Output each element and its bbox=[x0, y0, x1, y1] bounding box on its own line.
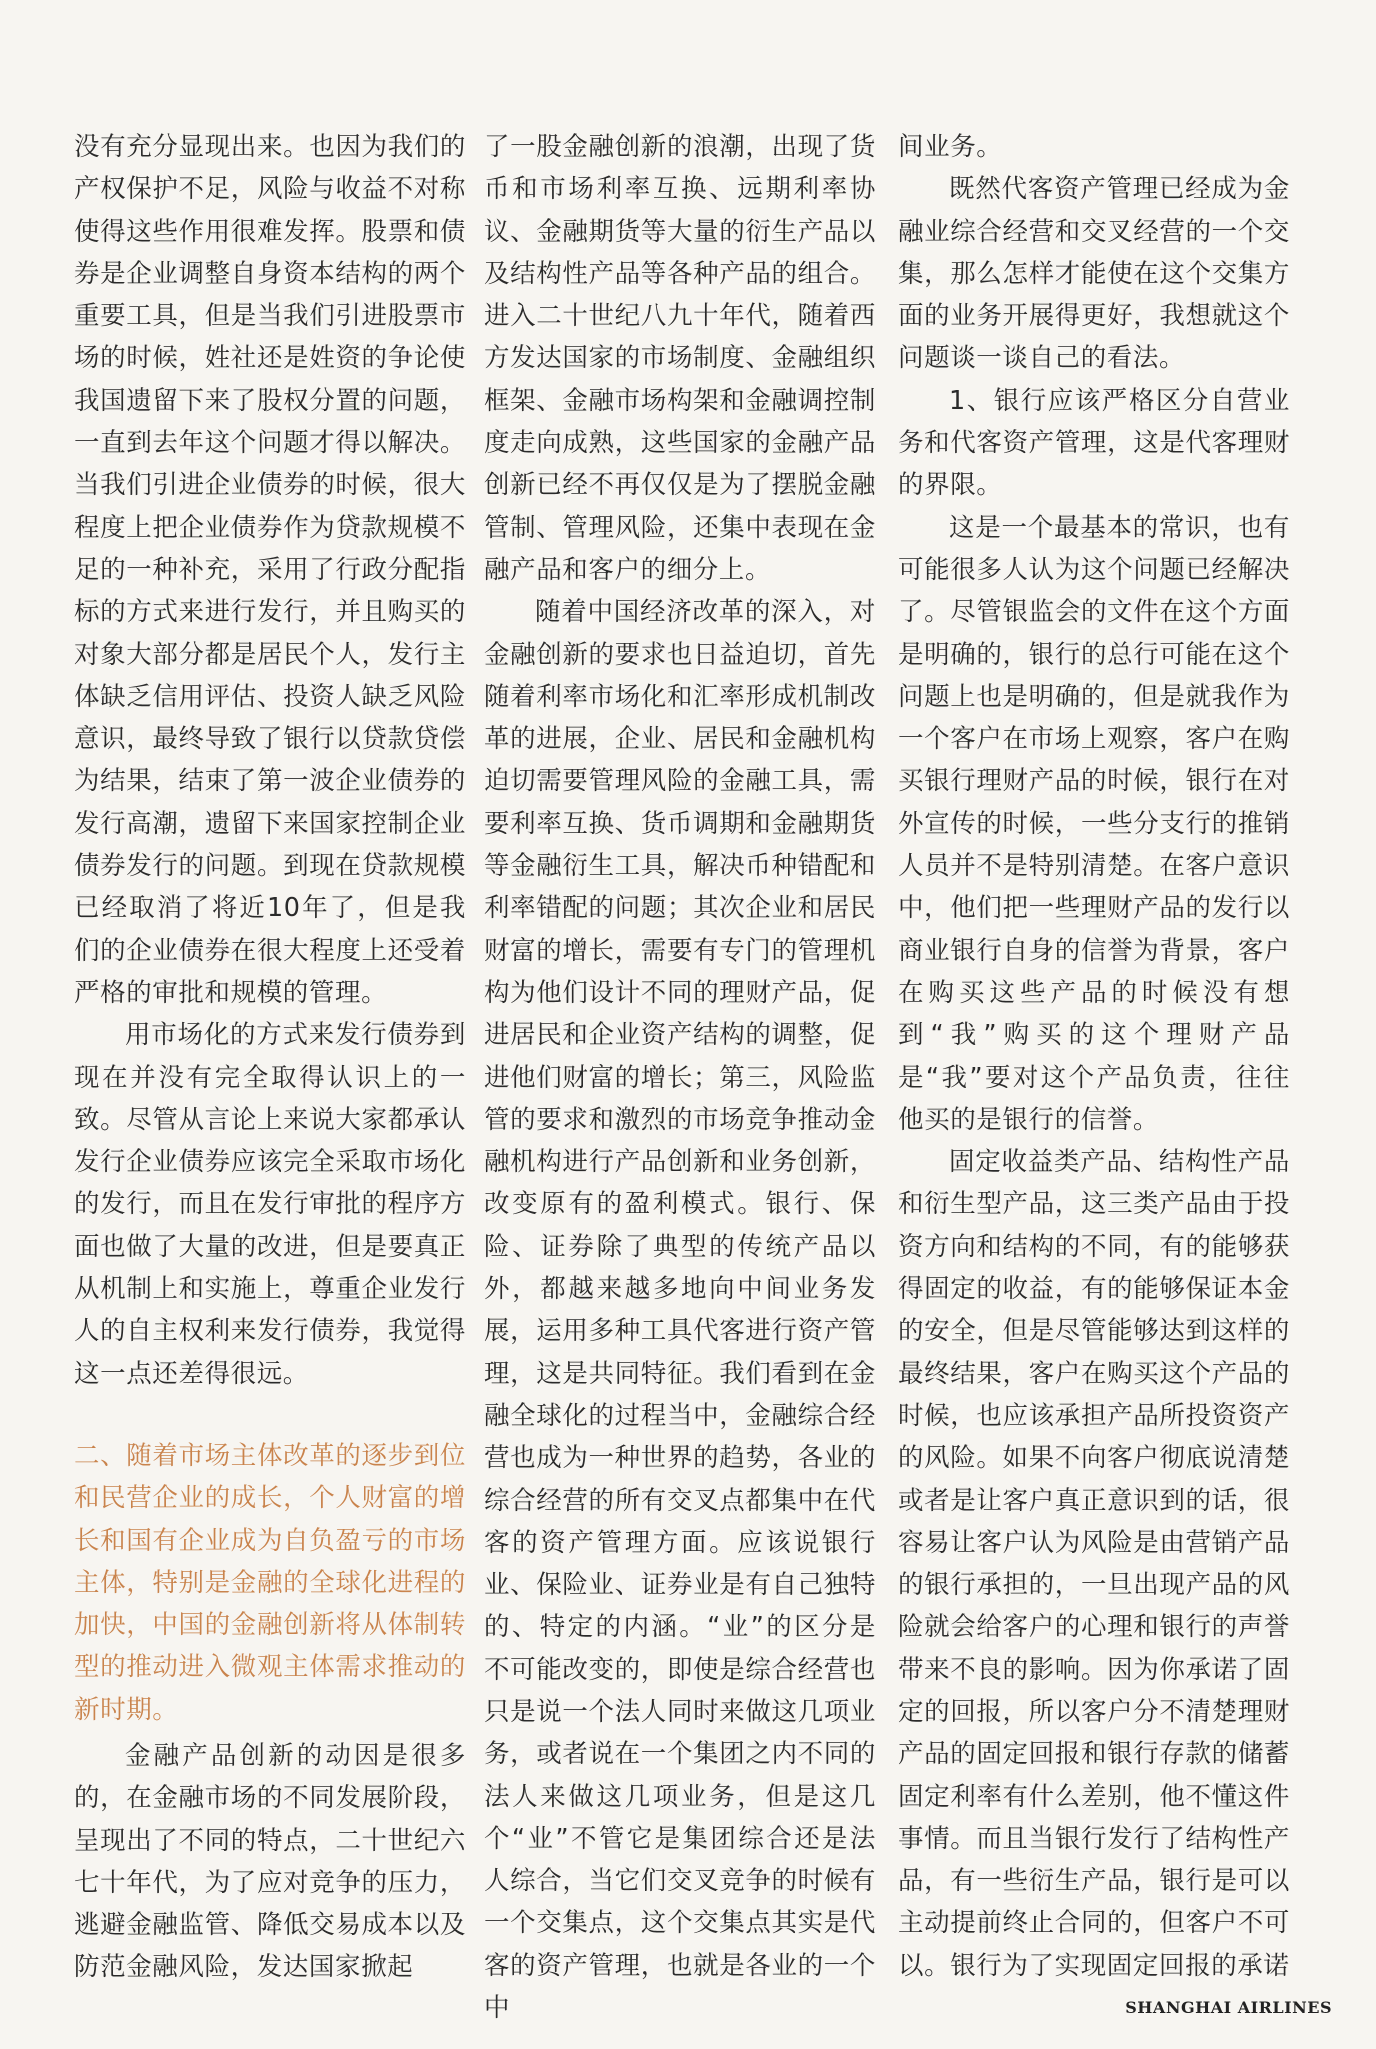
paragraph: 这是一个最基本的常识，也有可能很多人认为这个问题已经解决了。尽管银监会的文件在这个方面是明确的，银行的总行可能在这个问题上也是明确的，但是就我作为一个客户在市场上观察，客户在购买银行理财产品的时候，银行在对外宣传的时候，一些分支行的推销人员并不是特别清楚。在客户意识中，他们把一些理财产品的发行以商业银行自身的信誉为背景，客户在购买这些产品的时候没有想到“我”购买的这个理财产品是“我”要对这个产品负责，往往他买的是银行的信誉。 bbox=[898, 512, 1290, 1135]
paragraph: 既然代客资产管理已经成为金融业综合经营和交叉经营的一个交集，那么怎样才能使在这个交集方面的业务开展得更好，我想就这个问题谈一谈自己的看法。 bbox=[898, 174, 1290, 374]
text-column-2 bbox=[484, 126, 876, 2029]
text-column-1 bbox=[74, 126, 466, 1989]
footer-brand: SHANGHAI AIRLINES bbox=[1125, 1998, 1332, 2017]
paragraph: 了一股金融创新的浪潮，出现了货币和市场利率互换、远期利率协议、金融期货等大量的衍生产品以及结构性产品等各种产品的组合。进入二十世纪八九十年代，随着西方发达国家的市场制度、金融组织框架、金融市场构架和金融调控制度走向成熟，这些国家的金融产品创新已经不再仅仅是为了摆脱金融管制、管理风险，还集中表现在金融产品和客户的细分上。 bbox=[484, 132, 876, 585]
paragraph: 用市场化的方式来发行债券到现在并没有完全取得认识上的一致。尽管从言论上来说大家都承认发行企业债券应该完全采取市场化的发行，而且在发行审批的程序方面也做了大量的改进，但是要真正从机制上和实施上，尊重企业发行人的自主权利来发行债券，我觉得这一点还差得很远。 bbox=[74, 1020, 466, 1389]
text-column-3 bbox=[898, 126, 1290, 1987]
section-heading: 二、随着市场主体改革的逐步到位和民营企业的成长，个人财富的增长和国有企业成为自负盈亏的市场主体，特别是金融的全球化进程的加快，中国的金融创新将从体制转型的推动进入微观主体需求推动的新时期。 bbox=[74, 1440, 466, 1725]
paragraph: 金融产品创新的动因是很多的，在金融市场的不同发展阶段，呈现出了不同的特点，二十世纪六七十年代，为了应对竞争的压力，逃避金融监管、降低交易成本以及防范金融风险，发达国家掀起 bbox=[74, 1740, 466, 1983]
paragraph: 间业务。 bbox=[898, 132, 1003, 162]
paragraph: 1、银行应该严格区分自营业务和代客资产管理，这是代客理财的界限。 bbox=[898, 385, 1290, 501]
paragraph: 没有充分显现出来。也因为我们的产权保护不足，风险与收益不对称使得这些作用很难发挥。股票和债券是企业调整自身资本结构的两个重要工具，但是当我们引进股票市场的时候，姓社还是姓资的争论使我国遗留下来了股权分置的问题，一直到去年这个问题才得以解决。当我们引进企业债券的时候，很大程度上把企业债券作为贷款规模不足的一种补充，采用了行政分配指标的方式来进行发行，并且购买的对象大部分都是居民个人，发行主体缺乏信用评估、投资人缺乏风险意识，最终导致了银行以贷款贷偿为结果，结束了第一波企业债券的发行高潮，遗留下来国家控制企业债券发行的问题。到现在贷款规模已经取消了将近10年了，但是我们的企业债券在很大程度上还受着严格的审批和规模的管理。 bbox=[74, 132, 466, 1008]
paragraph: 随着中国经济改革的深入，对金融创新的要求也日益迫切，首先随着利率市场化和汇率形成机制改革的进展，企业、居民和金融机构迫切需要管理风险的金融工具，需要利率互换、货币调期和金融期货等金融衍生工具，解决币种错配和利率错配的问题；其次企业和居民财富的增长，需要有专门的管理机构为他们设计不同的理财产品，促进居民和企业资产结构的调整，促进他们财富的增长；第三，风险监管的要求和激烈的市场竞争推动金融机构进行产品创新和业务创新，改变原有的盈利模式。银行、保险、证券除了典型的传统产品以外，都越来越多地向中间业务发展，运用多种工具代客进行资产管理，这是共同特征。我们看到在金融全球化的过程当中，金融综合经营也成为一种世界的趋势，各业的综合经营的所有交叉点都集中在代客的资产管理方面。应该说银行业、保险业、证券业是有自己独特的、特定的内涵。“业”的区分是不可能改变的，即使是综合经营也只是说一个法人同时来做这几项业务，或者说在一个集团之内不同的法人来做这几项业务，但是这几个“业”不管它是集团综合还是法人综合，当它们交叉竞争的时候有一个交集点，这个交集点其实是代客的资产管理，也就是各业的一个中 bbox=[484, 597, 876, 2024]
paragraph: 固定收益类产品、结构性产品和衍生型产品，这三类产品由于投资方向和结构的不同，有的能够获得固定的收益，有的能够保证本金的安全，但是尽管能够达到这样的最终结果，客户在购买这个产品的时候，也应该承担产品所投资资产的风险。如果不向客户彻底说清楚或者是让客户真正意识到的话，很容易让客户认为风险是由营销产品的银行承担的，一旦出现产品的风险就会给客户的心理和银行的声誉带来不良的影响。因为你承诺了固定的回报，所以客户分不清楚理财产品的固定回报和银行存款的储蓄固定利率有什么差别，他不懂这件事情。而且当银行发行了结构性产品，有一些衍生产品，银行是可以主动提前终止合同的，但客户不可以。银行为了实现固定回报的承诺 bbox=[898, 1147, 1290, 1981]
